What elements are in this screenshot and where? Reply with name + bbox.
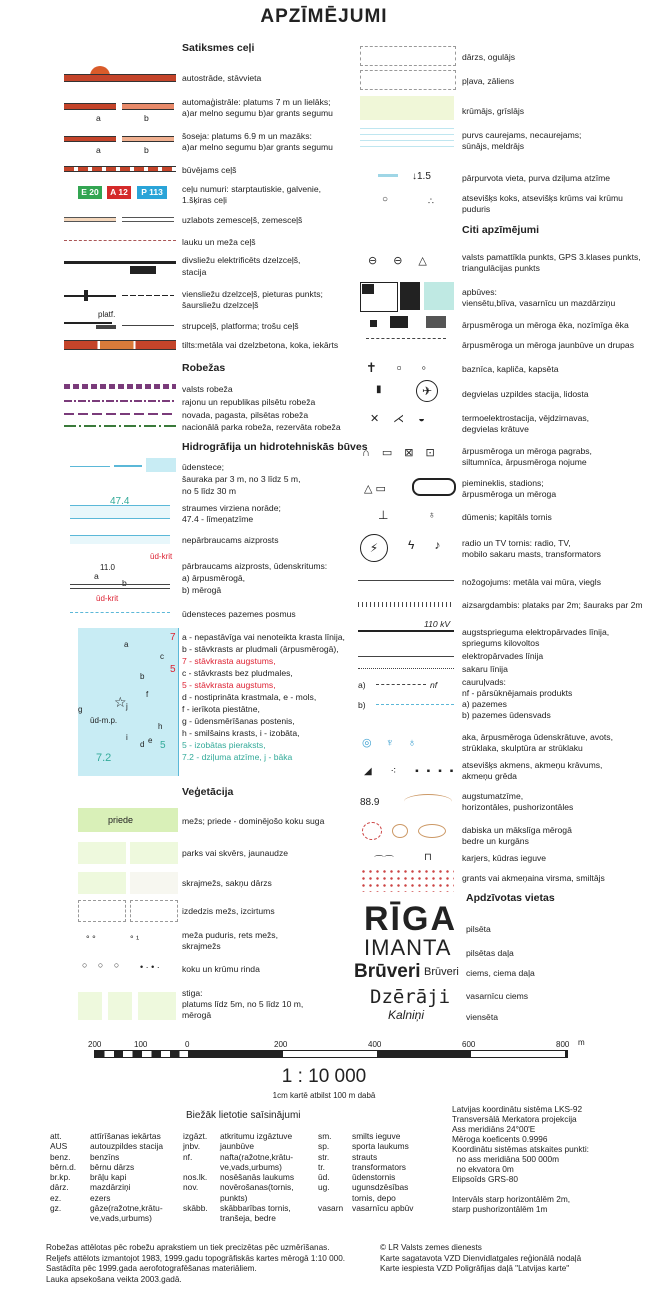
contour-symbol	[404, 794, 452, 809]
coast-letter: i	[126, 733, 128, 742]
legend-text: tilts:metāla vai dzelzbetona, koka, iekārts	[182, 340, 339, 350]
other-text: degvielas uzpildes stacija, lidosta	[462, 389, 589, 399]
stream-wide-symbol	[146, 458, 176, 472]
other-text: aizsargdambis: plataks par 2m; šauraks par 2m	[462, 600, 643, 610]
meadow-symbol	[360, 70, 456, 90]
tree-icon: ○	[382, 194, 389, 205]
legend-text: šoseja: platums 6.9 m un mazāks:	[182, 131, 312, 141]
section-hydro: Hidrogrāfija un hidrotehniskās būves	[182, 441, 368, 453]
radio-tower-icon: ⚡	[360, 534, 388, 562]
veg-text: meža puduris, rets mežs,	[182, 930, 278, 940]
other-text: atsevišķs akmens, akmeņu krāvums,	[462, 760, 603, 770]
stream-symbol	[114, 465, 142, 467]
legend-text: a)ar melno segumu b)ar grants segumu	[182, 142, 333, 152]
narrow-railway-symbol	[122, 295, 174, 296]
other-text: horizontāles, pushorizontāles	[462, 802, 574, 812]
veg-text: platums līdz 5m, no 5 līdz 10 m,	[182, 999, 304, 1009]
power-line-small-symbol	[358, 656, 454, 657]
sparse-forest-symbol	[78, 872, 126, 894]
legend-text: divsliežu elektrificēts dzelzceļš,	[182, 255, 301, 265]
road-number-p: P 113	[137, 186, 167, 199]
section-vegetation: Veģetācija	[182, 786, 234, 798]
abbr-col1: att. AUS benz. bērn.d. br.kp. dārz. ez. gz.	[50, 1131, 77, 1214]
scale-tick: 600	[462, 1040, 476, 1049]
other-text: baznīca, kapliča, kapsēta	[462, 364, 559, 374]
coast-letter: d	[140, 740, 145, 749]
city-name: RĪGA	[364, 900, 457, 938]
lighthouse-icon: ☆	[114, 694, 127, 710]
abbr-col2-desc: atkritumu izgāztuve jaunbūve nafta(ražotne,krātu- ve,vads,urbums) nosēšanās laukums novērošanas(tornis, punkts) skābbarības tornis, tranšeja, bedre	[220, 1131, 295, 1224]
legend-text: autostrāde, stāvvieta	[182, 73, 262, 83]
coast-text: g - ūdensmērīšanas postenis,	[182, 716, 295, 726]
settlement-label: pilsēta	[466, 924, 491, 934]
other-text: termoelektrostacija, vējdzirnavas,	[462, 413, 590, 423]
gauge-label: ūd-m.p.	[90, 716, 118, 725]
coast-letter: a	[124, 640, 129, 649]
airport-icon: ✈	[416, 380, 438, 402]
legend-text: ūdensteces pazemes posmus	[182, 609, 296, 619]
kurgan-scale-symbol	[418, 824, 446, 838]
electric-railway-symbol	[64, 261, 176, 264]
other-text: ārpusmēroga un mēroga ēka, nozīmīga ēka	[462, 320, 629, 330]
label-a: a	[94, 571, 99, 581]
farm-name: Kalniņi	[388, 1008, 425, 1022]
clearing-scale-symbol	[138, 992, 176, 1020]
voltage-label: 110 kV	[424, 619, 451, 629]
clearing-symbol	[130, 900, 178, 922]
section-settlements: Apdzīvotas vietas	[466, 892, 555, 904]
platform-label: platf.	[98, 310, 116, 319]
coast-height: 5	[170, 664, 176, 675]
district-name: IMANTA	[364, 935, 452, 960]
other-text: ārpusmēroga un mēroga pagrabs,	[462, 446, 592, 456]
settlement-label: ciems, ciema daļa	[466, 968, 535, 978]
other-text: triangulācijas punkts	[462, 263, 540, 273]
state-border-symbol	[64, 384, 176, 389]
coast-text: 5 - izobātas pieraksts,	[182, 740, 266, 750]
coast-height: 7	[170, 632, 176, 643]
abbr-col1-desc: attīrīšanas iekārtas autouzpildes stacija benzīns bērnu dārzs brāļu kapi mazdārziņi ezers gāze(ražotne,krātu- ve,vads,urbums)	[90, 1131, 164, 1224]
dacha-name: Dzērāji	[370, 986, 451, 1008]
right-text: sūnājs, meldrājs	[462, 141, 525, 151]
church-icons: ✝▫◦	[366, 360, 447, 375]
veg-text: parks vai skvērs, jaunaudze	[182, 848, 289, 858]
label-b: b	[144, 113, 149, 123]
veg-text: izdedzis mežs, izcirtums	[182, 906, 275, 916]
other-text: grants vai akmeņaina virsma, smiltājs	[462, 873, 605, 883]
highway-a-symbol	[64, 103, 116, 110]
improved-road-symbol	[64, 217, 116, 222]
coast-letter: c	[160, 652, 164, 661]
waterfall-label: ūd-krit	[150, 552, 173, 561]
coast-text: 7 - stāvkrasta augstums,	[182, 656, 276, 666]
road-number-a: A 12	[107, 186, 131, 199]
other-text: akmeņu grēda	[462, 771, 517, 781]
coast-text: h - smilšains krasts, i - izobāta,	[182, 728, 300, 738]
coast-text: d - nostiprināta krastmala, e - mols,	[182, 692, 317, 702]
scale-tick: 400	[368, 1040, 382, 1049]
other-text: spriegums kilovoltos	[462, 638, 540, 648]
label-b: b	[122, 578, 127, 588]
coast-text: b - stāvkrasts ar pludmali (ārpusmērogā),	[182, 644, 339, 654]
veg-text: mežs; priede - dominējošo koku suga	[182, 816, 325, 826]
stop-symbol	[84, 290, 88, 301]
power-line-symbol	[358, 630, 454, 632]
legend-text: šauraka par 3 m, no 3 līdz 5 m,	[182, 474, 301, 484]
shrub-symbol	[360, 96, 454, 120]
legend-text: ceļu numuri: starptautiskie, galvenie,	[182, 184, 322, 194]
coast-text: a - nepastāvīga vai nenoteikta krasta līnija,	[182, 632, 345, 642]
coast-letter: e	[148, 736, 153, 745]
section-other: Citi apzīmējumi	[462, 224, 540, 236]
legend-text: šaursliežu dzelzceļš	[182, 300, 259, 310]
coast-map-symbol	[78, 628, 179, 776]
legend-text: a)ar melno segumu b)ar grants segumu	[182, 108, 333, 118]
scale-unit: m	[578, 1038, 585, 1047]
geodetic-icons: ⊖⊖△	[368, 255, 443, 267]
legend-text: rajonu un republikas pilsētu robeža	[182, 397, 316, 407]
dacha-symbol	[424, 282, 454, 310]
waterfall-label-2: ūd-krit	[96, 594, 119, 603]
other-text: degvielas krātuve	[462, 424, 529, 434]
other-text: sakaru līnija	[462, 664, 508, 674]
notable-building-symbol	[426, 316, 446, 328]
legend-text: a) ārpusmērogā,	[182, 573, 246, 583]
legend-text: valsts robeža	[182, 384, 233, 394]
legend-text: pārbraucams aizprosts, ūdenskritums:	[182, 561, 328, 571]
right-text: atsevišķs koks, atsevišķs krūms vai krūmu	[462, 193, 623, 203]
park-border-symbol	[64, 425, 176, 427]
veg-text: stiga:	[182, 988, 203, 998]
legend-text: lauku un meža ceļš	[182, 237, 256, 247]
other-text: b) pazemes ūdensvads	[462, 710, 551, 720]
right-text: dārzs, ogulājs	[462, 52, 516, 62]
other-text: cauruļvads:	[462, 677, 506, 687]
abbr-title: Biežāk lietotie saīsinājumi	[186, 1110, 301, 1121]
legend-text: 1.šķiras ceļi	[182, 195, 227, 205]
label-a: a	[96, 145, 101, 155]
pipe-b: b)	[358, 700, 366, 710]
dead-end-symbol	[64, 322, 112, 324]
legend-text: uzlabots zemesceļš, zemesceļš	[182, 215, 303, 225]
other-text: bedre un kurgāns	[462, 836, 529, 846]
coast-letter: b	[140, 672, 145, 681]
page-title: APZĪMĒJUMI	[260, 6, 388, 27]
quarry-icon: ⌒⌒	[374, 856, 394, 867]
underground-stream-symbol	[70, 612, 170, 613]
highway-b-symbol	[122, 103, 174, 110]
depth-mark: 7.2	[96, 752, 112, 764]
coordinate-info: Latvijas koordinātu sistēma LKS-92 Transversālā Merkatora projekcija Ass meridiāns 24°00'E Mēroga koeficents 0.9996 Koordinātu sistēmas atskaites punkti: no ass meridiāna 500 000m no ekvatora 0m Elipsoīds GRS-80 Intervāls starp horizontālēm 2m, starp pushorizontālēm 1m	[452, 1104, 589, 1214]
settlement-label: viensēta	[466, 1012, 499, 1022]
legend-text: no 5 līdz 30 m	[182, 486, 236, 496]
veg-text: skrajmežs	[182, 941, 221, 951]
other-text: viensētu,blīva, vasarnīcu un mazdārziņu	[462, 298, 616, 308]
marshy-symbol	[378, 174, 398, 177]
other-text: strūklaka, skulptūra ar strūklaku	[462, 743, 583, 753]
coast-letter: g	[78, 705, 83, 714]
label-a: a	[96, 113, 101, 123]
building-symbol	[370, 320, 377, 327]
platform-symbol	[96, 325, 116, 329]
coast-letter: j	[126, 702, 128, 711]
other-text: valsts pamattīkla punkts, GPS 3.klases punkts,	[462, 252, 641, 262]
fence-symbol	[358, 580, 454, 581]
footer-right: © LR Valsts zemes dienests Karte sagatavota VZD Dienvidlatgales reģionālā nodaļā Karte iespiesta VZD Poligrāfijas daļā "Latvijas karte"	[380, 1243, 582, 1273]
settlement-label: vasarnīcu ciems	[466, 991, 529, 1001]
isobath-label: 5	[160, 740, 166, 751]
swamp-depth: ↓1.5	[412, 171, 431, 182]
cable-way-symbol	[122, 325, 174, 326]
scale-tick: 200	[88, 1040, 102, 1049]
telecom-line-symbol	[358, 668, 454, 669]
pipe-nf: nf	[430, 680, 438, 690]
motorway-symbol	[64, 74, 176, 82]
field-road-symbol	[64, 240, 176, 241]
section-traffic: Satiksmes ceļi	[182, 42, 255, 54]
other-text: ārpusmēroga un mēroga	[462, 489, 557, 499]
shrub-row-symbol: • · • ·	[140, 962, 160, 972]
district-border-symbol	[64, 400, 176, 402]
scale-bar-right	[188, 1050, 568, 1058]
construction-symbol	[366, 338, 446, 349]
monument-icon: △ ▭	[364, 483, 386, 495]
right-text: purvs caurejams, necaurejams;	[462, 130, 582, 140]
dense-symbol	[400, 282, 420, 310]
clearing-narrow-symbol	[78, 992, 102, 1020]
tree-row-symbol: ○ ○ ○	[82, 960, 124, 970]
other-text: nožogojums: metāla vai mūra, viegls	[462, 577, 601, 587]
mast-icons: ϟ♪	[408, 538, 461, 552]
other-text: aka, ārpusmēroga ūdenskrātuve, avots,	[462, 732, 613, 742]
other-text: piemineklis, stadions;	[462, 478, 544, 488]
cellar-icons: ∩▭⊠⊡	[362, 447, 447, 459]
road-number-e: E 20	[78, 186, 102, 199]
scale-ratio: 1 : 10 000	[281, 1066, 367, 1087]
settlement-label: pilsētas daļa	[466, 948, 514, 958]
sparse-symbol: ° ¹	[130, 934, 140, 944]
young-forest-symbol	[130, 842, 178, 864]
height-mark: 88.9	[360, 797, 380, 808]
other-text: karjers, kūdras ieguve	[462, 853, 547, 863]
coast-text: f - ierīkota piestātne,	[182, 704, 260, 714]
other-text: dabiska un mākslīga mērogā	[462, 825, 572, 835]
station-symbol	[130, 266, 156, 274]
embankment-symbol	[358, 602, 454, 607]
footer-left: Robežas attēlotas pēc robežu aprakstiem un tiek precizētas pēc uzmērīšanas. Reljefs attēlots izmantojot 1983, 1999.gadu topogrāfiskās kartes mērogā 1:10 000. Sastādīta pēc 1999.gada aerofotografēšanas materiāliem. Lauka apsekošana veikta 2003.gadā.	[46, 1243, 346, 1284]
legend-text: novada, pagasta, pilsētas robeža	[182, 410, 309, 420]
pipeline-b-symbol	[376, 704, 454, 705]
other-text: augstsprieguma elektropārvades līnija,	[462, 627, 610, 637]
chimney-icon: ⊥	[378, 508, 389, 522]
right-text: krūmājs, grīslājs	[462, 106, 525, 116]
legend-text: ūdenstece;	[182, 462, 225, 472]
burnt-forest-symbol	[78, 900, 126, 922]
priede-label: priede	[108, 815, 134, 825]
coast-letter: h	[158, 722, 163, 731]
fuel-station-icon: ▮	[376, 384, 382, 395]
vegetable-garden-symbol	[130, 872, 178, 894]
tower-icon: ♁	[428, 510, 436, 521]
legend-text: viensliežu dzelzceļš, pieturas punkts;	[182, 289, 323, 299]
kurgan-symbol	[392, 824, 408, 838]
coast-text: 7.2 - dziļuma atzīme, j - bāka	[182, 752, 293, 762]
legend-text: straumes virziena norāde;	[182, 503, 281, 513]
bridge-symbol	[64, 340, 176, 350]
abbr-col2: izgāzt. jnbv. nf. nos.lk. nov. skābb.	[183, 1131, 208, 1214]
water-level-mark: 47.4	[110, 496, 130, 507]
legend-text: strupceļš, platforma; trošu ceļš	[182, 321, 299, 331]
pipeline-a-symbol	[376, 684, 426, 685]
railway-symbol	[64, 295, 116, 297]
village-part-name: Brūveri	[424, 966, 459, 978]
orchard-symbol	[360, 46, 456, 66]
other-text: elektropārvades līnija	[462, 651, 544, 661]
earth-road-symbol	[122, 217, 174, 222]
scale-label: 11.0	[100, 563, 115, 572]
scale-tick: 200	[274, 1040, 288, 1049]
legend-text: nepārbraucams aizprosts	[182, 535, 279, 545]
other-text: nf - pārsūknējamais produkts	[462, 688, 573, 698]
legend-text: 47.4 - līmeņatzīme	[182, 514, 254, 524]
legend-text: automaģistrāle: platums 7 m un lielāks;	[182, 97, 331, 107]
park-symbol	[78, 842, 126, 864]
stream-symbol	[70, 466, 110, 467]
other-text: siltumnīca, ārpusmēroga nojume	[462, 457, 587, 467]
gravel-symbol	[360, 868, 454, 892]
other-text: ārpusmēroga un mēroga jaunbūve un drupas	[462, 340, 634, 350]
village-name: Brūveri	[354, 961, 421, 982]
veg-text: koku un krūmu rinda	[182, 964, 260, 974]
pit-symbol	[362, 822, 382, 840]
swamp-symbol	[360, 126, 454, 152]
other-text: a) pazemes	[462, 699, 507, 709]
building-block	[362, 284, 374, 294]
building-scale-symbol	[390, 316, 408, 328]
veg-text: mērogā	[182, 1010, 212, 1020]
right-text: pļava, zāliens	[462, 76, 515, 86]
water-level-symbol	[70, 505, 170, 519]
scale-bar-left	[94, 1050, 190, 1058]
scale-tick: 800	[556, 1040, 570, 1049]
label-b: b	[144, 145, 149, 155]
pipe-a: a)	[358, 680, 366, 690]
right-text: pārpurvota vieta, purva dziļuma atzīme	[462, 173, 611, 183]
scale-tick: 100	[134, 1040, 148, 1049]
abbr-col3-desc: smilts ieguve sporta laukums strauts transformators ūdenstornis ugunsdzēsības tornis, depo vasarnīcu apbūv	[352, 1131, 414, 1214]
road-b-symbol	[122, 136, 174, 142]
road-a-symbol	[64, 136, 116, 142]
abbr-col3: sm. sp. str. tr. ūd. ug. vasarn	[318, 1131, 344, 1214]
scale-tick: 0	[185, 1040, 190, 1049]
coast-letter: f	[146, 690, 149, 699]
bush-icon: ∴	[428, 196, 434, 206]
other-text: mobilo sakaru masts, transformators	[462, 549, 601, 559]
right-text: puduris	[462, 204, 491, 214]
other-text: augstumatzīme,	[462, 791, 524, 801]
dam-symbol	[70, 535, 170, 544]
parish-border-symbol	[64, 413, 176, 415]
stone-icons: ◢ ⁖ ▪▪▪▪	[364, 766, 462, 777]
legend-text: nacionālā parka robeža, rezervāta robeža	[182, 422, 341, 432]
legend-text: būvējams ceļš	[182, 165, 237, 175]
coast-text: 5 - stāvkrasta augstums,	[182, 680, 276, 690]
passable-dam-symbol	[70, 584, 170, 589]
other-text: radio un TV tornis: radio, TV,	[462, 538, 571, 548]
road-construction-symbol	[64, 166, 176, 172]
other-text: dūmenis; kapitāls tornis	[462, 512, 552, 522]
clearing-mid-symbol	[108, 992, 132, 1020]
stadium-icon	[412, 478, 456, 496]
grove-symbol: ° °	[86, 934, 96, 944]
section-borders: Robežas	[182, 362, 226, 374]
scale-note: 1cm kartē atbilst 100 m dabā	[272, 1091, 376, 1100]
peat-icon: ⊓	[424, 852, 432, 863]
legend-text: b) mērogā	[182, 585, 222, 595]
well-icons: ◎♆♁	[362, 737, 431, 749]
power-plant-icons: ✕⋌◒	[370, 413, 439, 425]
coast-text: c - stāvkrasts bez pludmales,	[182, 668, 293, 678]
veg-text: skrajmežs, sakņu dārzs	[182, 878, 272, 888]
other-text: apbūves:	[462, 287, 497, 297]
legend-text: stacija	[182, 267, 207, 277]
